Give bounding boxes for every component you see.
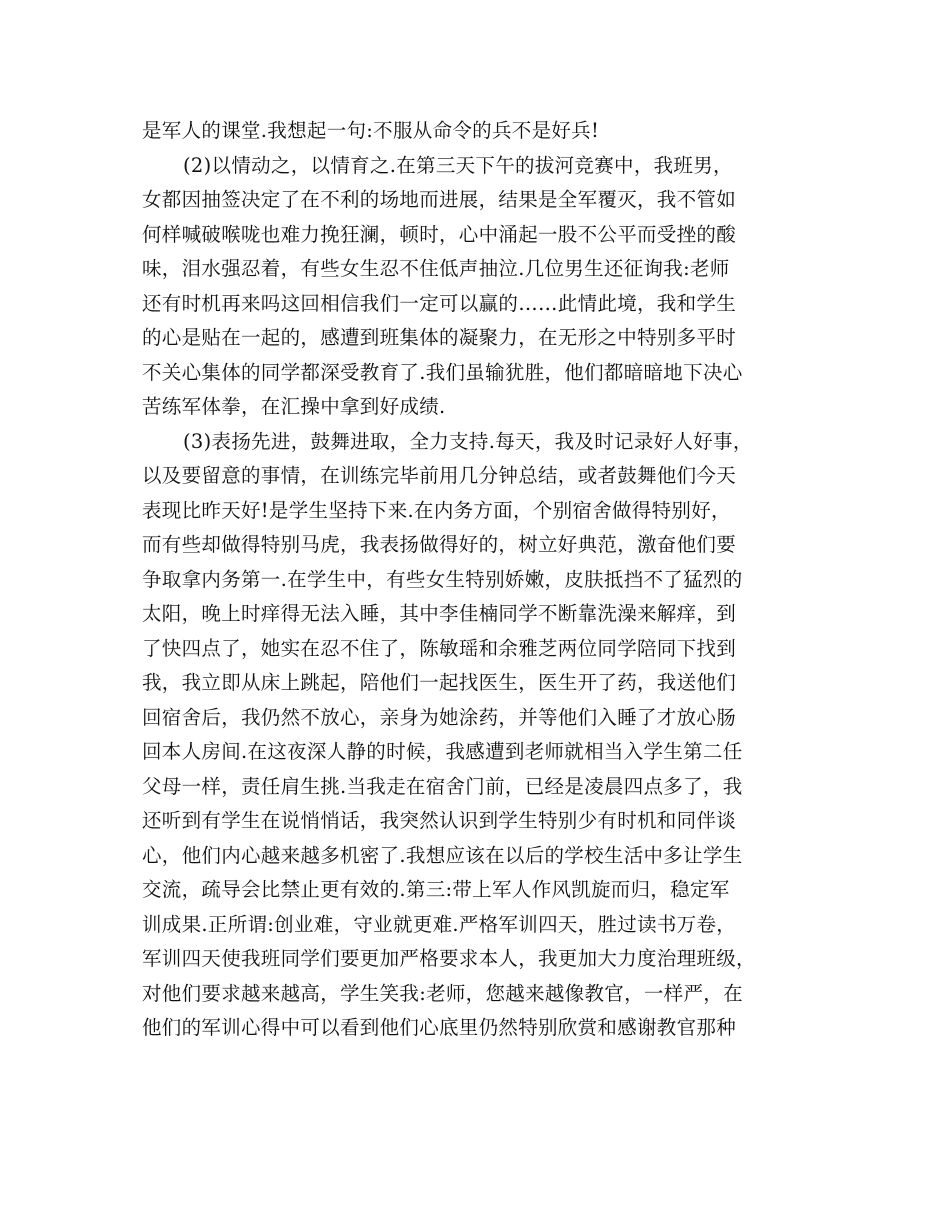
text-line: 而有些却做得特别马虎，我表扬做得好的，树立好典范，激奋他们要 bbox=[142, 533, 737, 556]
text-line: 心，他们内心越来越多机密了.我想应该在以后的学校生活中多让学生 bbox=[142, 843, 743, 867]
text-line: 交流，疏导会比禁止更有效的.第三:带上军人作风凯旋而归，稳定军 bbox=[142, 878, 730, 901]
text-line: 还有时机再来吗这回相信我们一定可以赢的……此情此境，我和学生 bbox=[142, 291, 737, 315]
text-line: 回宿舍后，我仍然不放心，亲身为她涂药，并等他们入睡了才放心肠 bbox=[142, 705, 737, 729]
text-line: 苦练军体拳，在汇操中拿到好成绩. bbox=[142, 395, 446, 418]
text-line: 的心是贴在一起的，感遭到班集体的凝聚力，在无形之中特别多平时 bbox=[142, 326, 737, 349]
text-line: 了快四点了，她实在忍不住了，陈敏瑶和余雅芝两位同学陪同下找到 bbox=[142, 636, 737, 660]
text-line: 我，我立即从床上跳起，陪他们一起找医生，医生开了药，我送他们 bbox=[142, 671, 737, 694]
text-line: 父母一样，责任肩生挑.当我走在宿舍门前，已经是凌晨四点多了，我 bbox=[142, 774, 743, 798]
text-line: 味，泪水强忍着，有些女生忍不住低声抽泣.几位男生还征询我:老师 bbox=[142, 257, 730, 280]
text-line: 是军人的课堂.我想起一句:不服从命令的兵不是好兵! bbox=[142, 119, 600, 142]
text-line: 以及要留意的事情，在训练完毕前用几分钟总结，或者鼓舞他们今天 bbox=[142, 464, 737, 487]
text-line: 对他们要求越来越高，学生笑我:老师，您越来越像教官，一样严，在 bbox=[142, 981, 743, 1005]
text-line: 何样喊破喉咙也难力挽狂澜，顿时，心中涌起一股不公平而受挫的酸 bbox=[142, 222, 737, 246]
text-line: 回本人房间.在这夜深人静的时候，我感遭到老师就相当入学生第二任 bbox=[142, 740, 743, 763]
text-line: 训成果.正所谓:创业难，守业就更难.严格军训四天，胜过读书万卷， bbox=[142, 912, 737, 936]
text-line: 他们的军训心得中可以看到他们心底里仍然特别欣赏和感谢教官那种 bbox=[142, 1016, 737, 1039]
paragraph-3-start: (3)表扬先进，鼓舞进取，全力支持.每天，我及时记录好人好事， bbox=[183, 429, 753, 453]
text-line: 太阳，晚上时痒得无法入睡，其中李佳楠同学不断靠洗澡来解痒，到 bbox=[142, 602, 737, 625]
text-line: 女都因抽签决定了在不利的场地而进展，结果是全军覆灭，我不管如 bbox=[142, 188, 737, 211]
document-body bbox=[142, 114, 822, 1046]
paragraph-2-start: (2)以情动之，以情育之.在第三天下午的拔河竞赛中，我班男， bbox=[183, 153, 733, 177]
text-line: 表现比昨天好!是学生坚持下来.在内务方面，个别宿舍做得特别好， bbox=[142, 498, 731, 522]
text-line: 还听到有学生在说悄悄话，我突然认识到学生特别少有时机和同伴谈 bbox=[142, 809, 737, 832]
text-line: 不关心集体的同学都深受教育了.我们虽输犹胜，他们都暗暗地下决心 bbox=[142, 360, 743, 384]
text-line: 争取拿内务第一.在学生中，有些女生特别娇嫩，皮肤抵挡不了猛烈的 bbox=[142, 567, 743, 591]
text-line: 军训四天使我班同学们要更加严格要求本人，我更加大力度治理班级， bbox=[142, 947, 756, 970]
